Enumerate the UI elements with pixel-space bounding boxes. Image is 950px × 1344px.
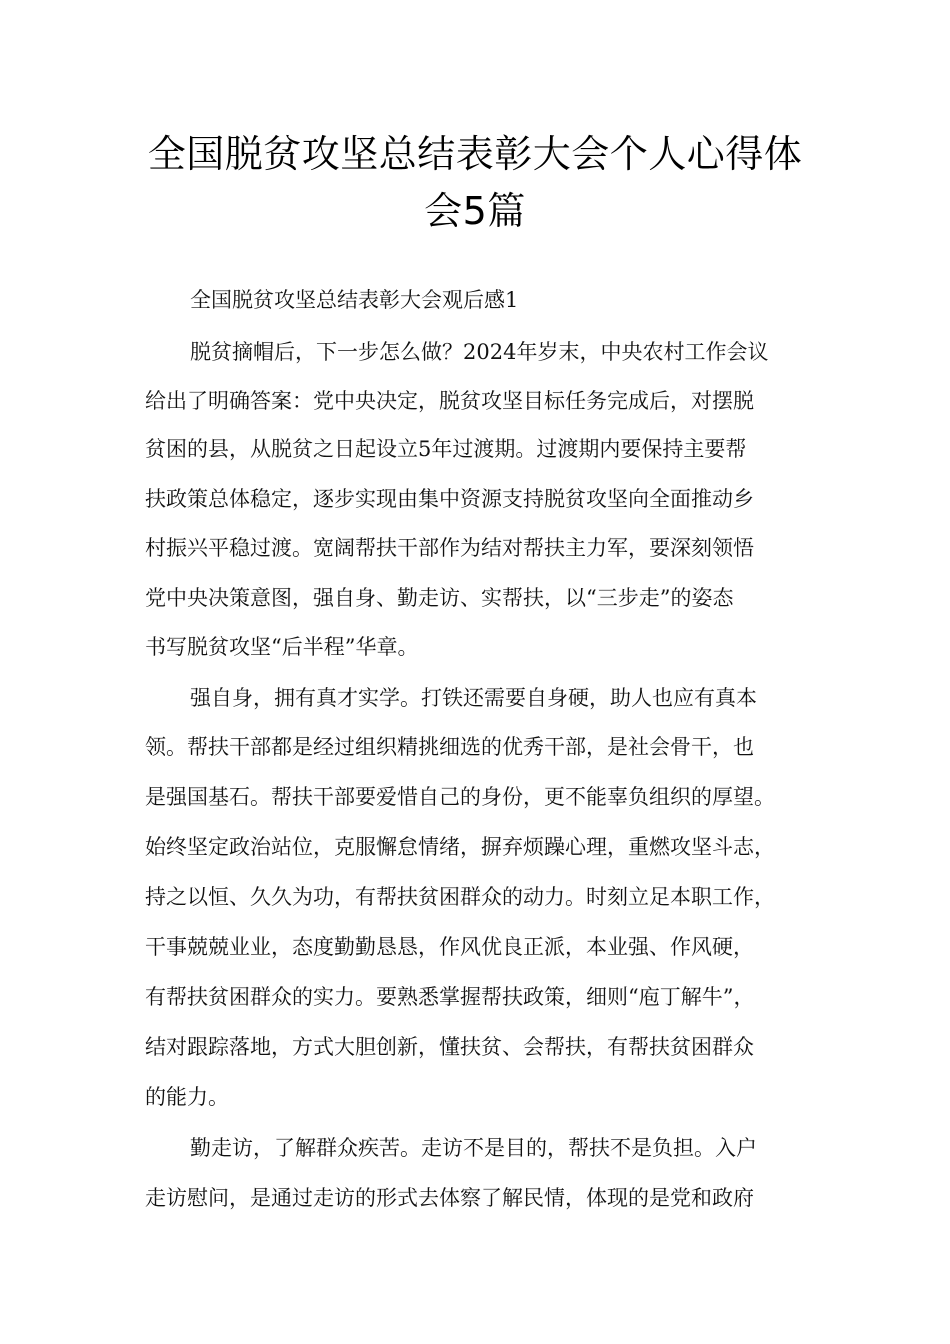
paragraph-1-line-5: 村振兴平稳过渡。宽阔帮扶干部作为结对帮扶主力军，要深刻领悟 [145, 536, 754, 560]
paragraph-2-line-1: 强自身，拥有真才实学。打铁还需要自身硬，助人也应有真本 [190, 686, 757, 710]
paragraph-2-line-3: 是强国基石。帮扶干部要爱惜自己的身份，更不能辜负组织的厚望。 [145, 785, 775, 809]
paragraph-1-line-6: 党中央决策意图，强自身、勤走访、实帮扶，以“三步走”的姿态 [145, 586, 734, 610]
paragraph-2-line-4: 始终坚定政治站位，克服懈怠情绪，摒弃烦躁心理，重燃攻坚斗志， [145, 835, 775, 859]
paragraph-1-line-2: 给出了明确答案：党中央决定，脱贫攻坚目标任务完成后，对摆脱 [145, 389, 754, 413]
paragraph-3-line-1: 勤走访，了解群众疾苦。走访不是目的，帮扶不是负担。入户 [190, 1136, 757, 1160]
title-line-1: 全国脱贫攻坚总结表彰大会个人心得体 [147, 132, 803, 176]
paragraph-1-line-3: 贫困的县，从脱贫之日起设立5年过渡期。过渡期内要保持主要帮 [145, 437, 747, 461]
paragraph-2-line-9: 的能力。 [145, 1085, 229, 1109]
paragraph-2-line-2: 领。帮扶干部都是经过组织精挑细选的优秀干部，是社会骨干，也 [145, 735, 754, 759]
paragraph-2-line-7: 有帮扶贫困群众的实力。要熟悉掌握帮扶政策，细则“庖丁解牛”， [145, 985, 755, 1009]
paragraph-2-line-5: 持之以恒、久久为功，有帮扶贫困群众的动力。时刻立足本职工作， [145, 885, 775, 909]
paragraph-2-line-6: 干事兢兢业业，态度勤勤恳恳，作风优良正派，本业强、作风硬， [145, 935, 754, 959]
document-title [120, 126, 830, 240]
paragraph-1-line-7: 书写脱贫攻坚“后半程”华章。 [145, 635, 419, 659]
paragraph-3-line-2: 走访慰问，是通过走访的形式去体察了解民情，体现的是党和政府 [145, 1186, 754, 1210]
paragraph-1-line-1: 脱贫摘帽后，下一步怎么做？2024年岁末，中央农村工作会议 [190, 340, 769, 364]
paragraph-1-line-4: 扶政策总体稳定，逐步实现由集中资源支持脱贫攻坚向全面推动乡 [145, 487, 754, 511]
paragraph-2-line-8: 结对跟踪落地，方式大胆创新，懂扶贫、会帮扶，有帮扶贫困群众 [145, 1035, 754, 1059]
section-subtitle: 全国脱贫攻坚总结表彰大会观后感1 [190, 288, 519, 312]
title-line-2: 会5篇 [424, 189, 526, 233]
